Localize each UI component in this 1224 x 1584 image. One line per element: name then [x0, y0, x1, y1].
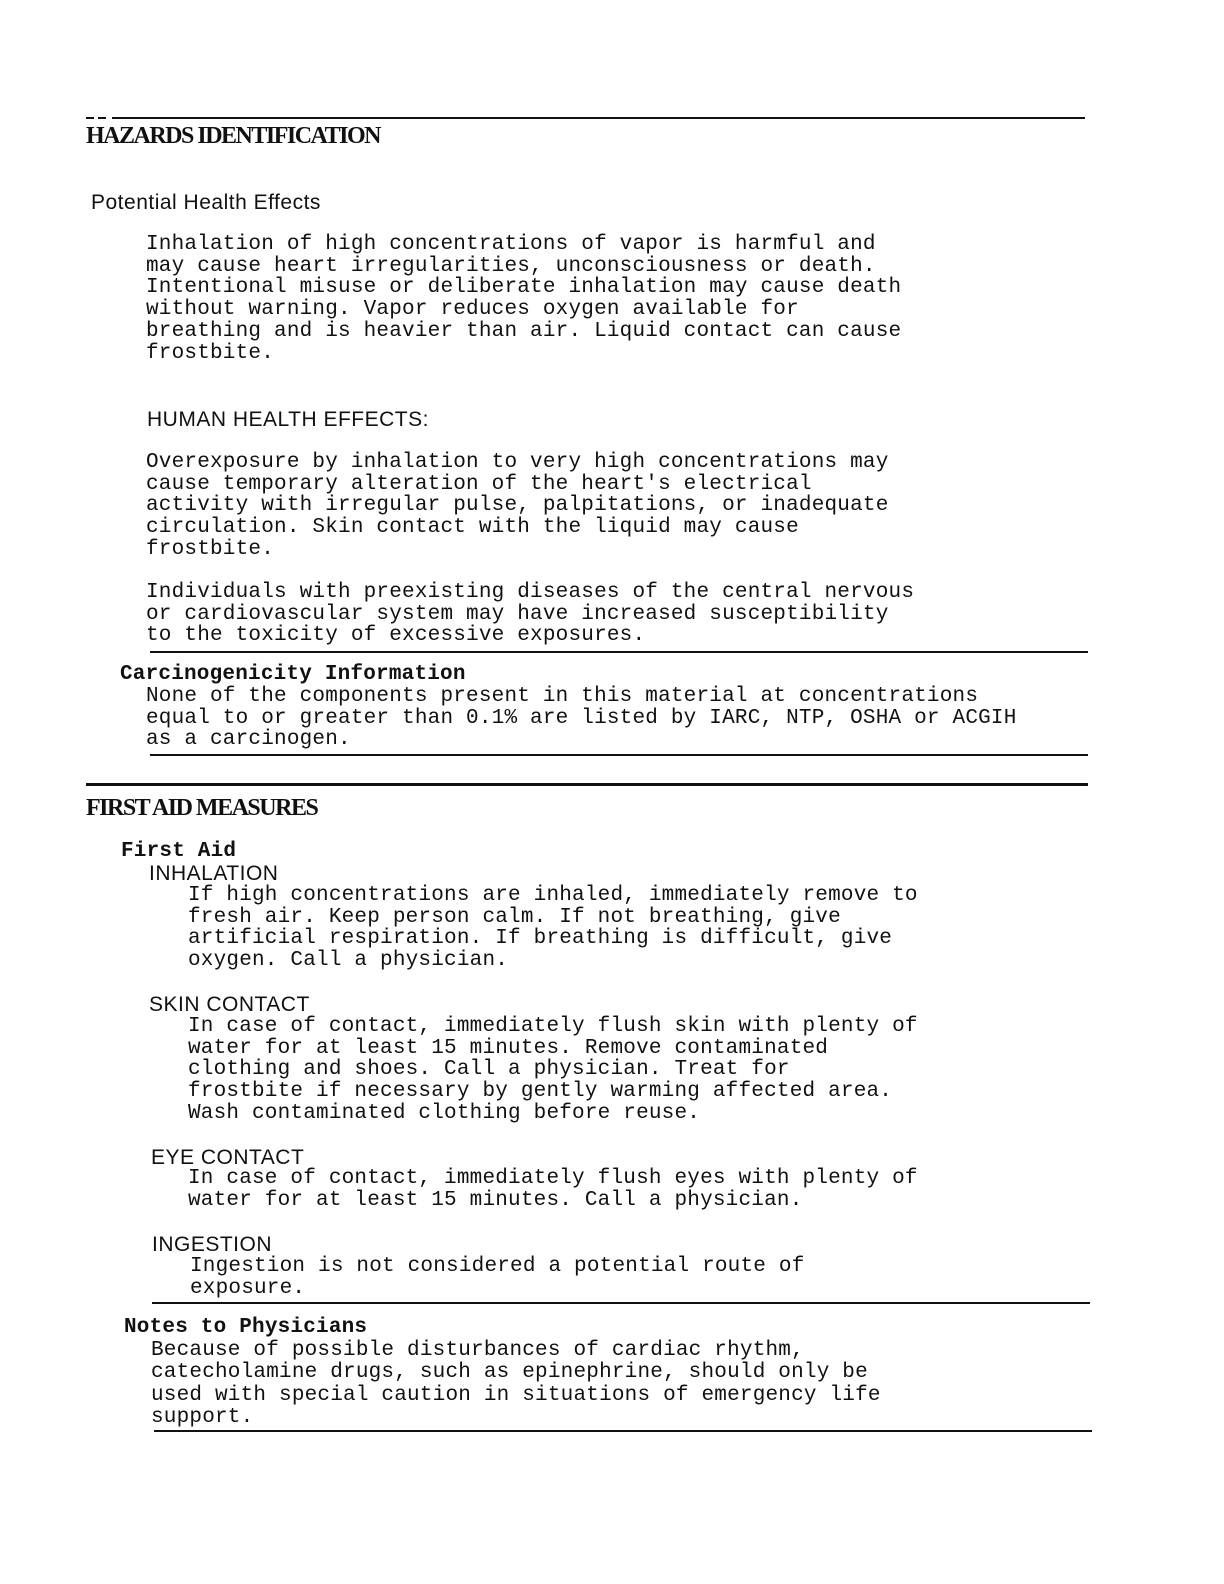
top-rule: [112, 117, 1085, 119]
human-health-effects-heading: HUMAN HEALTH EFFECTS:: [147, 408, 429, 431]
skin-contact-label: SKIN CONTACT: [149, 993, 310, 1016]
potential-health-effects-text: Inhalation of high concentrations of vapor is harmful and may cause heart irregularities, unconsciousness or death. Intentional misuse or deliberate inhalation may cause death without warning. Vapor reduces oxygen available for breathing and is heavier than air. Liquid contact can cause frostbite.: [146, 233, 902, 365]
first-aid-heading: First Aid: [121, 840, 237, 863]
human-health-effects-text-1: Overexposure by inhalation to very high concentrations may cause temporary alteration of the heart's electrical activity with irregular pulse, palpitations, or inadequate circulation. Skin contact with the liquid may cause frostbite.: [146, 451, 889, 561]
hazards-section-title: HAZARDS IDENTIFICATION: [86, 123, 380, 149]
notes-to-physicians-text: Because of possible disturbances of cardiac rhythm, catecholamine drugs, such as epinephrine, should only be used with special caution in situations of emergency life support.: [151, 1339, 881, 1430]
skin-contact-text: In case of contact, immediately flush skin with plenty of water for at least 15 minutes. Remove contaminated clothing and shoes. Call a physician. Treat for frostbite if necessary by gently warming affected area. Wash contaminated clothing before reuse.: [188, 1015, 918, 1125]
eye-contact-text: In case of contact, immediately flush eyes with plenty of water for at least 15 minutes. Call a physician.: [188, 1167, 918, 1212]
carcinogenicity-heading: Carcinogenicity Information: [120, 663, 466, 686]
potential-health-effects-heading: Potential Health Effects: [91, 191, 321, 214]
inhalation-label: INHALATION: [149, 862, 279, 885]
notes-rule: [154, 1430, 1092, 1432]
first-aid-section-title: FIRST AID MEASURES: [86, 795, 318, 821]
carcinogenicity-rule: [150, 754, 1088, 756]
ingestion-text: Ingestion is not considered a potential route of exposure.: [190, 1255, 805, 1300]
human-health-effects-text-2: Individuals with preexisting diseases of the central nervous or cardiovascular system may have increased susceptibility to the toxicity of excessive exposures.: [146, 581, 915, 648]
human-health-rule: [150, 651, 1088, 653]
first-aid-top-rule: [86, 783, 1088, 786]
eye-contact-label: EYE CONTACT: [151, 1146, 305, 1169]
carcinogenicity-text: None of the components present in this material at concentrations equal to or greater than 0.1% are listed by IARC, NTP, OSHA or ACGIH as a carcinogen.: [146, 685, 1017, 752]
top-rule-dash-2: [98, 117, 106, 119]
ingestion-rule: [152, 1302, 1090, 1304]
notes-to-physicians-heading: Notes to Physicians: [124, 1316, 368, 1339]
inhalation-text: If high concentrations are inhaled, immediately remove to fresh air. Keep person calm. If not breathing, give artificial respiration. If breathing is difficult, give oxygen. Call a physician.: [188, 884, 918, 973]
top-rule-dash-1: [86, 117, 94, 119]
ingestion-label: INGESTION: [152, 1233, 273, 1256]
